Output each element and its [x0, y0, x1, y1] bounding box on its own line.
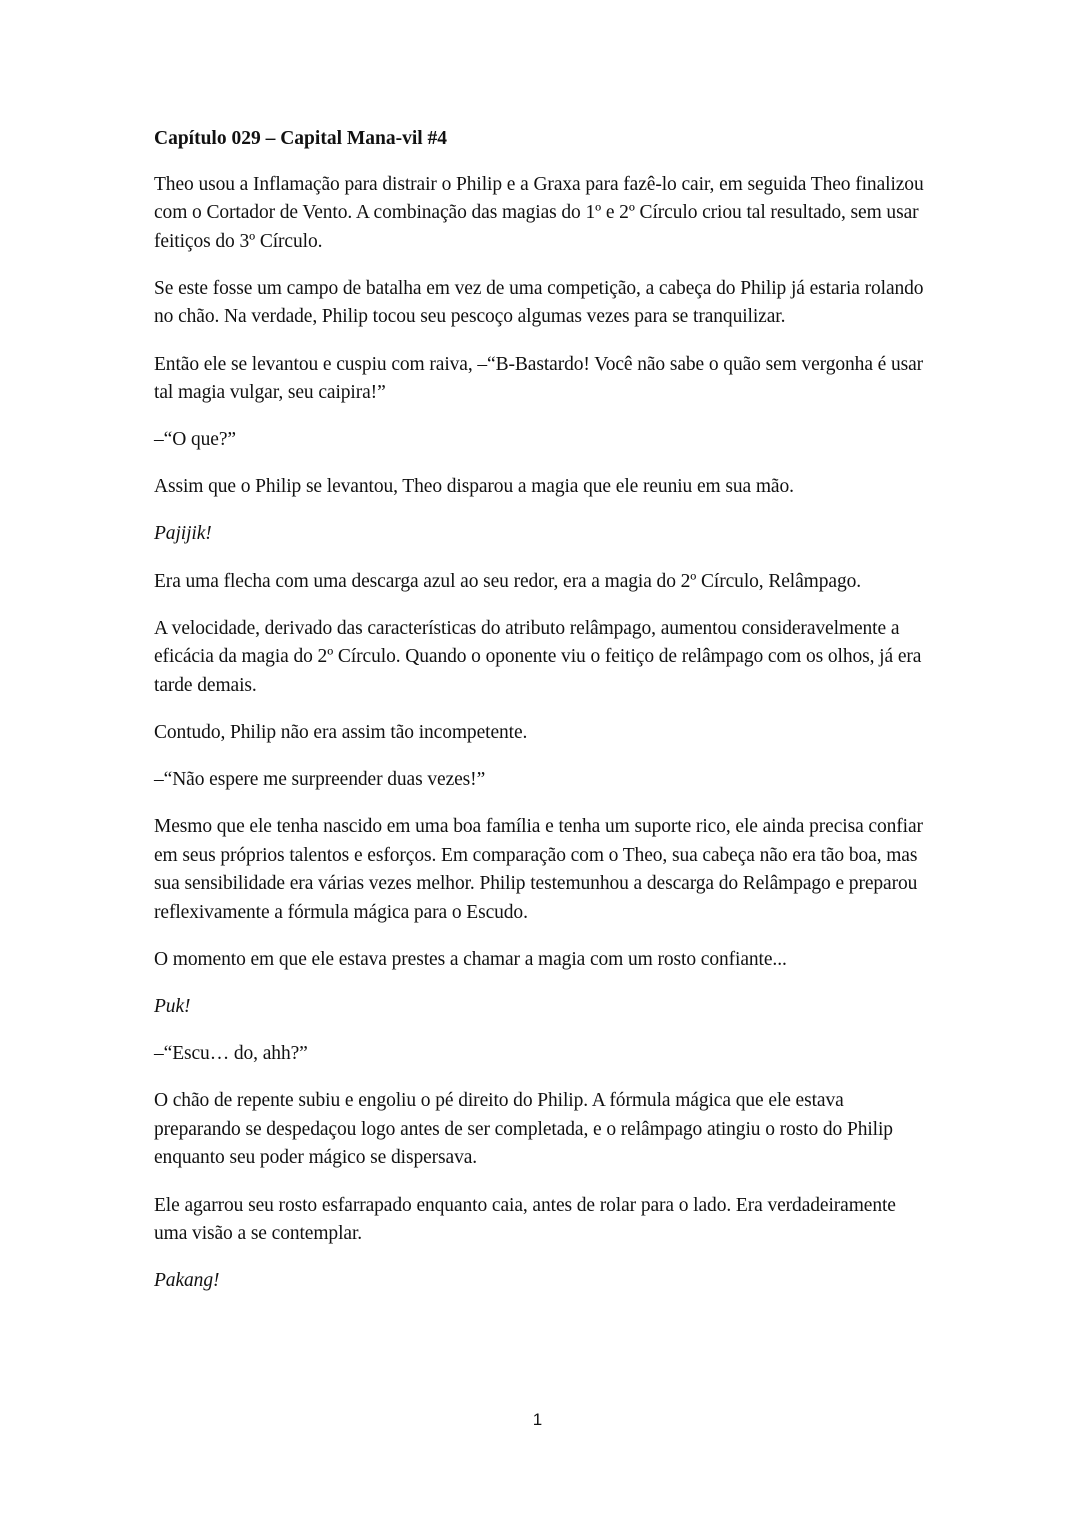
sound-effect: Pakang!: [154, 1270, 220, 1292]
sound-effect: Puk!: [154, 996, 191, 1018]
page-number: 1: [532, 1410, 543, 1429]
paragraph: Mesmo que ele tenha nascido em uma boa família e tenha um suporte rico, ele ainda precisa confiar em seus próprios talentos e esforços. Em comparação com o Theo, sua cabeça não era tão boa, mas sua sensibilidade era várias vezes melhor. Philip testemunhou a descarga do Relâmpago e preparou reflexivamente a fórmula mágica para o Escudo.: [154, 816, 923, 923]
paragraph: A velocidade, derivado das características do atributo relâmpago, aumentou consideravelmente a eficácia da magia do 2º Círculo. Quando o oponente viu o feitiço de relâmpago com os olhos, já era tarde demais.: [154, 617, 922, 696]
paragraph: Assim que o Philip se levantou, Theo disparou a magia que ele reuniu em sua mão.: [154, 476, 794, 498]
paragraph: Ele agarrou seu rosto esfarrapado enquanto caia, antes de rolar para o lado. Era verdadeiramente uma visão a se contemplar.: [154, 1194, 896, 1245]
dialogue-line: –“Escu… do, ahh?”: [154, 1043, 308, 1065]
paragraph: Então ele se levantou e cuspiu com raiva, –“B-Bastardo! Você não sabe o quão sem vergonha é usar tal magia vulgar, seu caipira!”: [154, 353, 924, 404]
paragraph: Se este fosse um campo de batalha em vez de uma competição, a cabeça do Philip já estaria rolando no chão. Na verdade, Philip tocou seu pescoço algumas vezes para se tranquilizar.: [154, 277, 924, 328]
document-body: [154, 125, 924, 1314]
chapter-title: Capítulo 029 – Capital Mana-vil #4: [154, 128, 448, 149]
paragraph: Contudo, Philip não era assim tão incompetente.: [154, 721, 528, 743]
dialogue-line: –“O que?”: [154, 429, 236, 451]
paragraph: Theo usou a Inflamação para distrair o Philip e a Graxa para fazê-lo cair, em seguida Theo finalizou com o Cortador de Vento. A combinação das magias do 1º e 2º Círculo criou tal resultado, sem usar feitiços do 3º Círculo.: [154, 173, 924, 252]
sound-effect: Pajijik!: [154, 523, 212, 545]
paragraph: O momento em que ele estava prestes a chamar a magia com um rosto confiante...: [154, 948, 787, 970]
dialogue-line: –“Não espere me surpreender duas vezes!”: [154, 769, 486, 790]
paragraph: Era uma flecha com uma descarga azul ao seu redor, era a magia do 2º Círculo, Relâmpago.: [154, 570, 862, 592]
paragraph: O chão de repente subiu e engoliu o pé direito do Philip. A fórmula mágica que ele estava preparando se despedaçou logo antes de ser completada, e o relâmpago atingiu o rosto do Philip enquanto seu poder mágico se dispersava.: [154, 1090, 893, 1169]
